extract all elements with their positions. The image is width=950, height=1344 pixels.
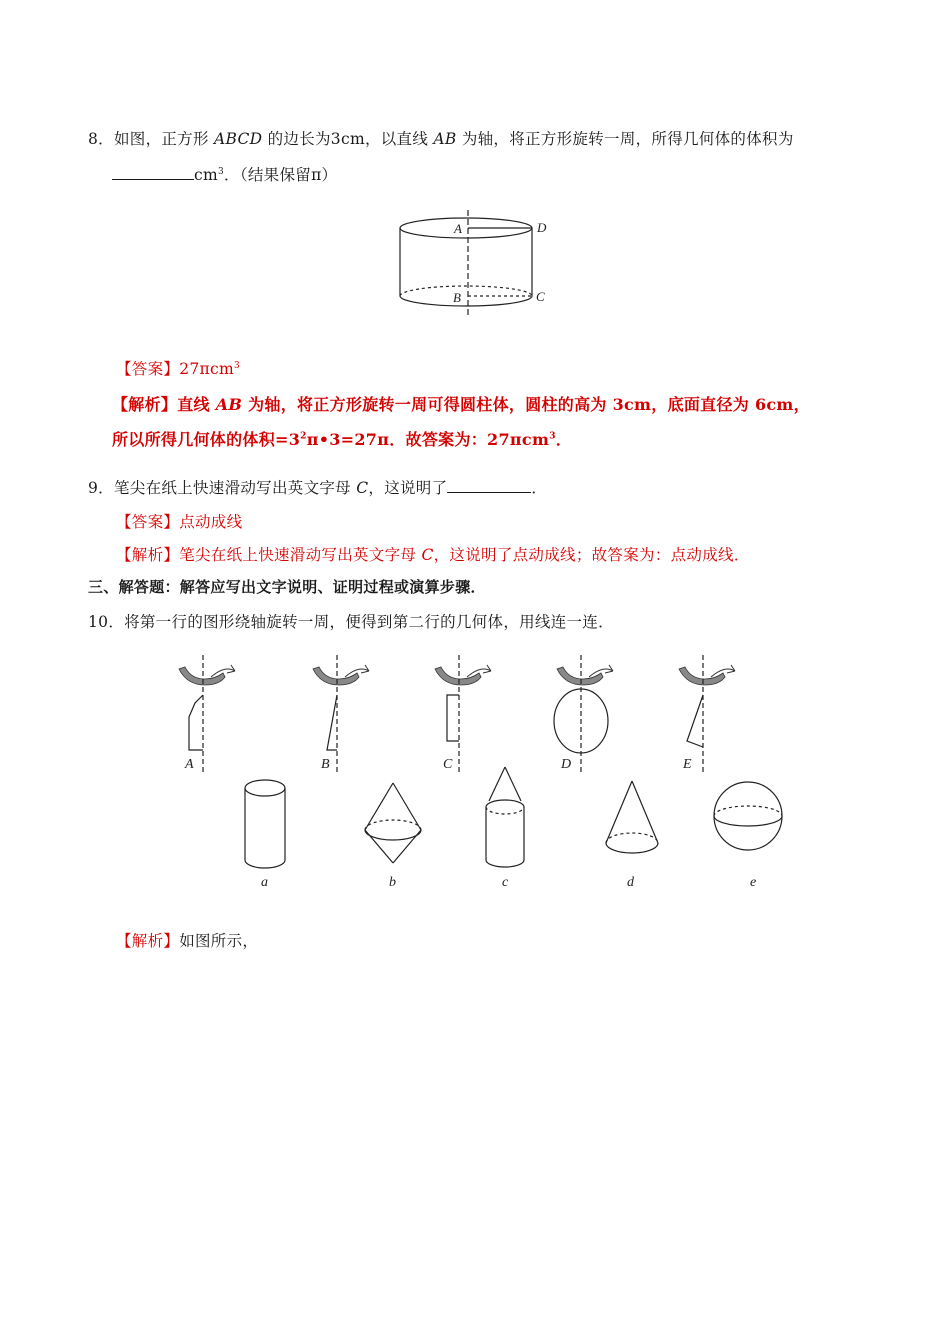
shape-C (435, 655, 491, 773)
solid-d-cone (606, 781, 658, 853)
q8-analysis-line2-a: 所以所得几何体的体积=3 (112, 430, 301, 449)
label-bottom-c: c (502, 875, 509, 890)
q10-analysis-tag: 【解析】 (116, 932, 180, 950)
shape-E (679, 655, 735, 773)
label-A: A (454, 221, 462, 236)
shape-D (554, 655, 613, 773)
label-D: D (537, 220, 547, 235)
q10-figure (165, 655, 795, 895)
q8-analysis-line2 (112, 427, 572, 450)
q8-analysis-line2-exp2: 3 (549, 431, 556, 442)
q8-analysis-a: 直线 (177, 395, 210, 414)
q9-answer (116, 510, 242, 532)
q10-text: 将第一行的图形绕轴旋转一周，便得到第二行的几何体，用线连一连． (124, 613, 614, 631)
q9-analysis-tag: 【解析】 (116, 546, 180, 564)
label-B: B (453, 290, 461, 305)
q8-stem-line2 (112, 163, 337, 185)
cylinder-bottom-back (400, 286, 532, 296)
label-top-A: A (185, 757, 194, 772)
q8-analysis-line2-c: ． (555, 430, 573, 449)
label-top-E: E (683, 757, 692, 772)
q9-analysis-c: C (421, 546, 434, 564)
label-top-D: D (561, 757, 572, 772)
shape-B (313, 655, 369, 773)
solid-c-cone-cylinder (486, 767, 524, 867)
q10-analysis (116, 929, 258, 951)
q8-answer (116, 357, 240, 379)
q8-analysis-b: 为轴，将正方形旋转一周可得圆柱体，圆柱的高为 3cm，底面直径为 6cm， (248, 395, 810, 414)
q8-stem-line1 (88, 127, 794, 149)
q8-unit-exp: 3 (217, 166, 225, 177)
q9-analysis (116, 543, 750, 565)
section3-title: 三、解答题：解答应写出文字说明、证明过程或演算步骤． (88, 578, 486, 596)
q10-number: 10． (88, 613, 125, 631)
q9-text-b: ，这说明了 (368, 479, 448, 497)
q8-text-c: 为轴，将正方形旋转一周，所得几何体的体积为 (461, 130, 794, 148)
label-top-C: C (443, 757, 453, 772)
q8-note: ．（结果保留π） (224, 166, 338, 184)
q8-text-a: 如图，正方形 (113, 130, 209, 148)
q8-cylinder-figure (388, 210, 563, 325)
q8-analysis-line2-b: π•3=27π．故答案为：27πcm (306, 430, 550, 449)
q10-stem (88, 610, 614, 632)
q9-analysis-a: 笔尖在纸上快速滑动写出英文字母 (179, 546, 417, 564)
cylinder-bottom-front (400, 296, 532, 306)
q9-stem (88, 476, 547, 498)
solid-b-double-cone (365, 783, 421, 863)
label-bottom-e: e (750, 875, 757, 890)
label-top-B: B (321, 757, 330, 772)
q9-text-a: 笔尖在纸上快速滑动写出英文字母 (113, 479, 351, 497)
q9-end: ． (531, 479, 548, 497)
q8-analysis-ab: AB (215, 395, 243, 414)
q9-c: C (356, 479, 369, 497)
q10-analysis-text: 如图所示， (179, 932, 259, 950)
solid-a-cylinder (245, 780, 285, 868)
q8-number: 8． (88, 130, 114, 148)
q8-abcd: ABCD (214, 130, 263, 148)
shape-A (179, 655, 235, 773)
q9-number: 9． (88, 479, 114, 497)
q9-analysis-b: ，这说明了点动成线；故答案为：点动成线． (433, 546, 750, 564)
label-C: C (536, 289, 545, 304)
label-bottom-d: d (627, 875, 634, 890)
q8-answer-tag: 【答案】 (116, 360, 180, 378)
q8-text-b: 的边长为3cm，以直线 (267, 130, 429, 148)
q8-unit: cm (194, 166, 218, 184)
q9-answer-tag: 【答案】 (116, 513, 180, 531)
q8-ab: AB (433, 130, 457, 148)
q8-analysis-line1 (112, 392, 810, 415)
label-bottom-a: a (261, 875, 268, 890)
q9-answer-value: 点动成线 (179, 513, 243, 531)
q9-answer-blank (447, 478, 531, 493)
q8-analysis-line2-exp: 2 (300, 431, 307, 442)
label-bottom-b: b (389, 875, 396, 890)
solid-e-sphere (714, 782, 782, 850)
q8-answer-blank (112, 165, 194, 180)
q8-answer-value: 27πcm (179, 360, 234, 378)
q8-analysis-tag: 【解析】 (112, 395, 178, 414)
q8-answer-exp: 3 (234, 360, 241, 371)
